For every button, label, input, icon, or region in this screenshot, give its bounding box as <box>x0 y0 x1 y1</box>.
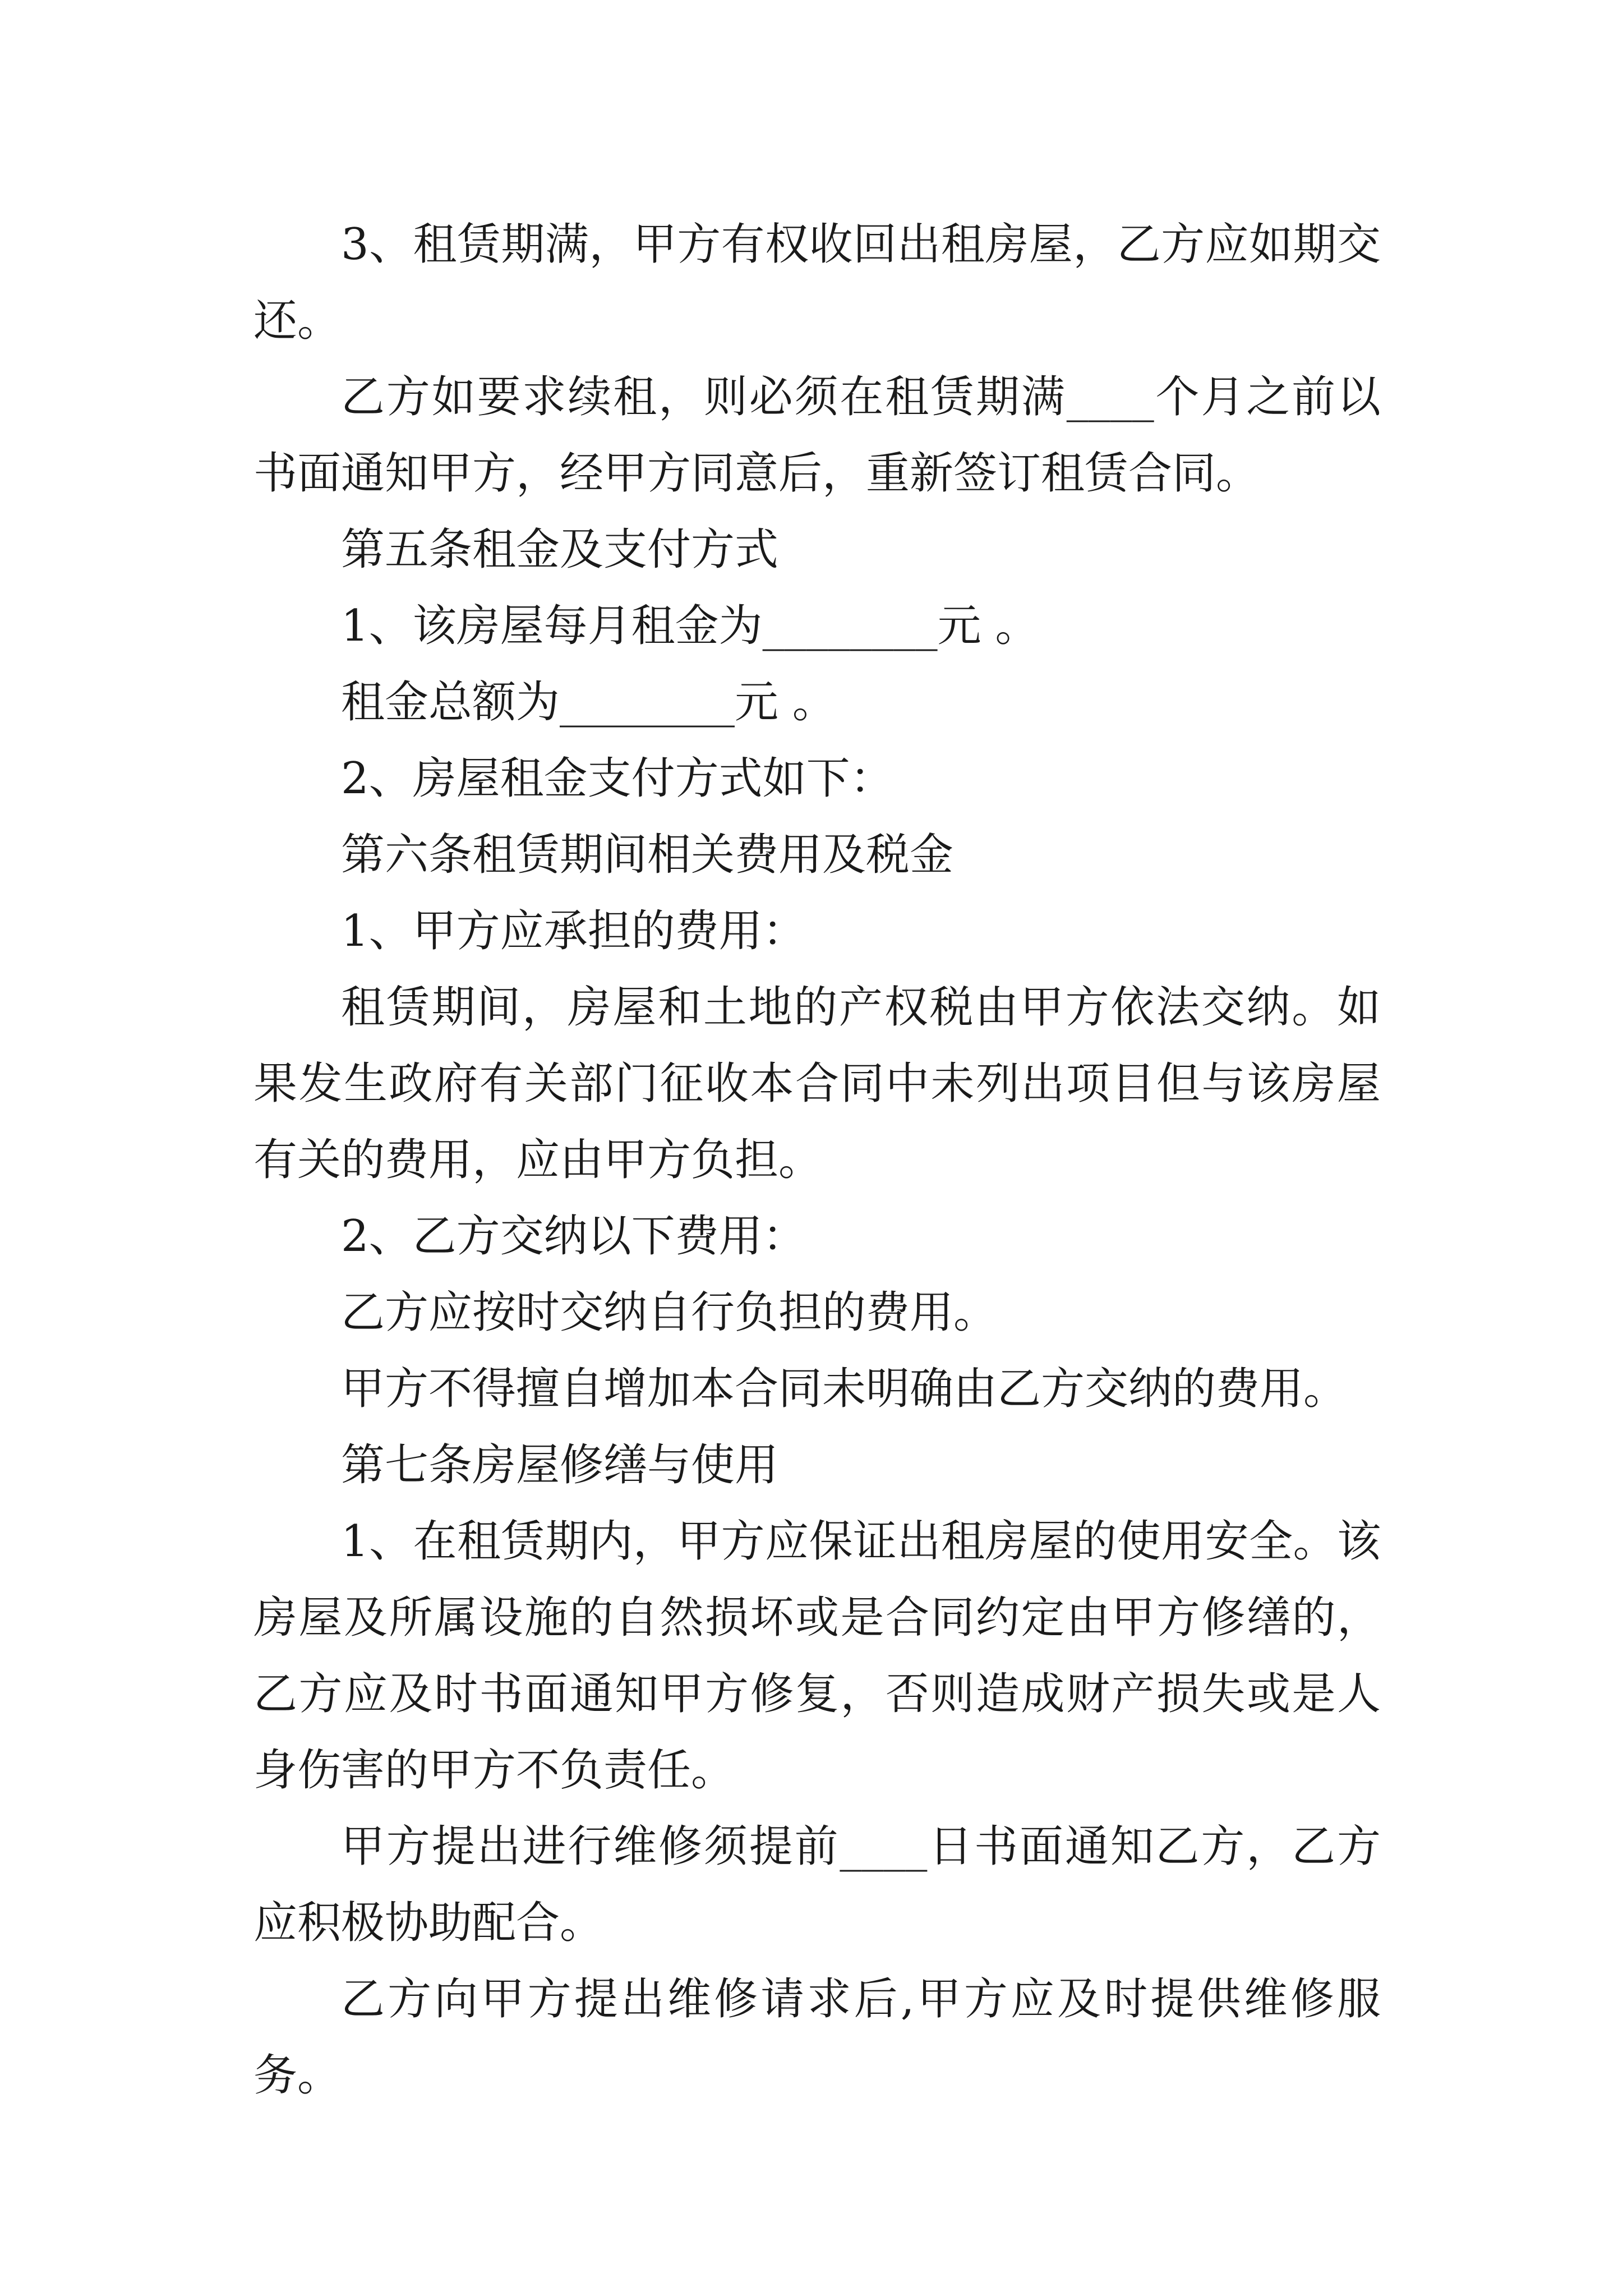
document-body <box>253 206 1381 2114</box>
heading-article-6: 第六条租赁期间相关费用及税金 <box>341 830 954 880</box>
paragraph-payment-method: 2、房屋租金支付方式如下： <box>341 753 894 804</box>
paragraph-lease-expiry: 3、租赁期满，甲方有权收回出租房屋，乙方应如期交还。 <box>253 219 1381 346</box>
paragraph-repair-service: 乙方向甲方提出维修请求后,甲方应及时提供维修服务。 <box>253 1974 1381 2101</box>
paragraph-repair-notice: 甲方提出进行维修须提前____日书面通知乙方，乙方应积极协助配合。 <box>253 1821 1381 1948</box>
paragraph-monthly-rent: 1、该房屋每月租金为________元 。 <box>341 601 1039 651</box>
paragraph-safety-repair: 1、在租赁期内，甲方应保证出租房屋的使用安全。该房屋及所属设施的自然损坏或是合同约定由甲方修缮的，乙方应及时书面通知甲方修复，否则造成财产损失或是人身伤害的甲方不负责任。 <box>253 1516 1381 1796</box>
paragraph-total-rent: 租金总额为________元 。 <box>341 677 836 728</box>
paragraph-party-a-fees: 1、甲方应承担的费用： <box>341 906 806 956</box>
paragraph-property-tax: 租赁期间，房屋和土地的产权税由甲方依法交纳。如果发生政府有关部门征收本合同中未列出项目但与该房屋有关的费用，应由甲方负担。 <box>253 982 1381 1185</box>
heading-article-7: 第七条房屋修缮与使用 <box>341 1440 779 1490</box>
heading-article-5: 第五条租金及支付方式 <box>341 524 779 575</box>
paragraph-party-b-payment: 乙方应按时交纳自行负担的费用。 <box>341 1287 998 1338</box>
paragraph-no-extra-fees: 甲方不得擅自增加本合同未明确由乙方交纳的费用。 <box>341 1364 1348 1414</box>
paragraph-renewal: 乙方如要求续租，则必须在租赁期满____个月之前以书面通知甲方，经甲方同意后，重新签订租赁合同。 <box>253 372 1381 499</box>
paragraph-party-b-fees: 2、乙方交纳以下费用： <box>341 1211 806 1262</box>
